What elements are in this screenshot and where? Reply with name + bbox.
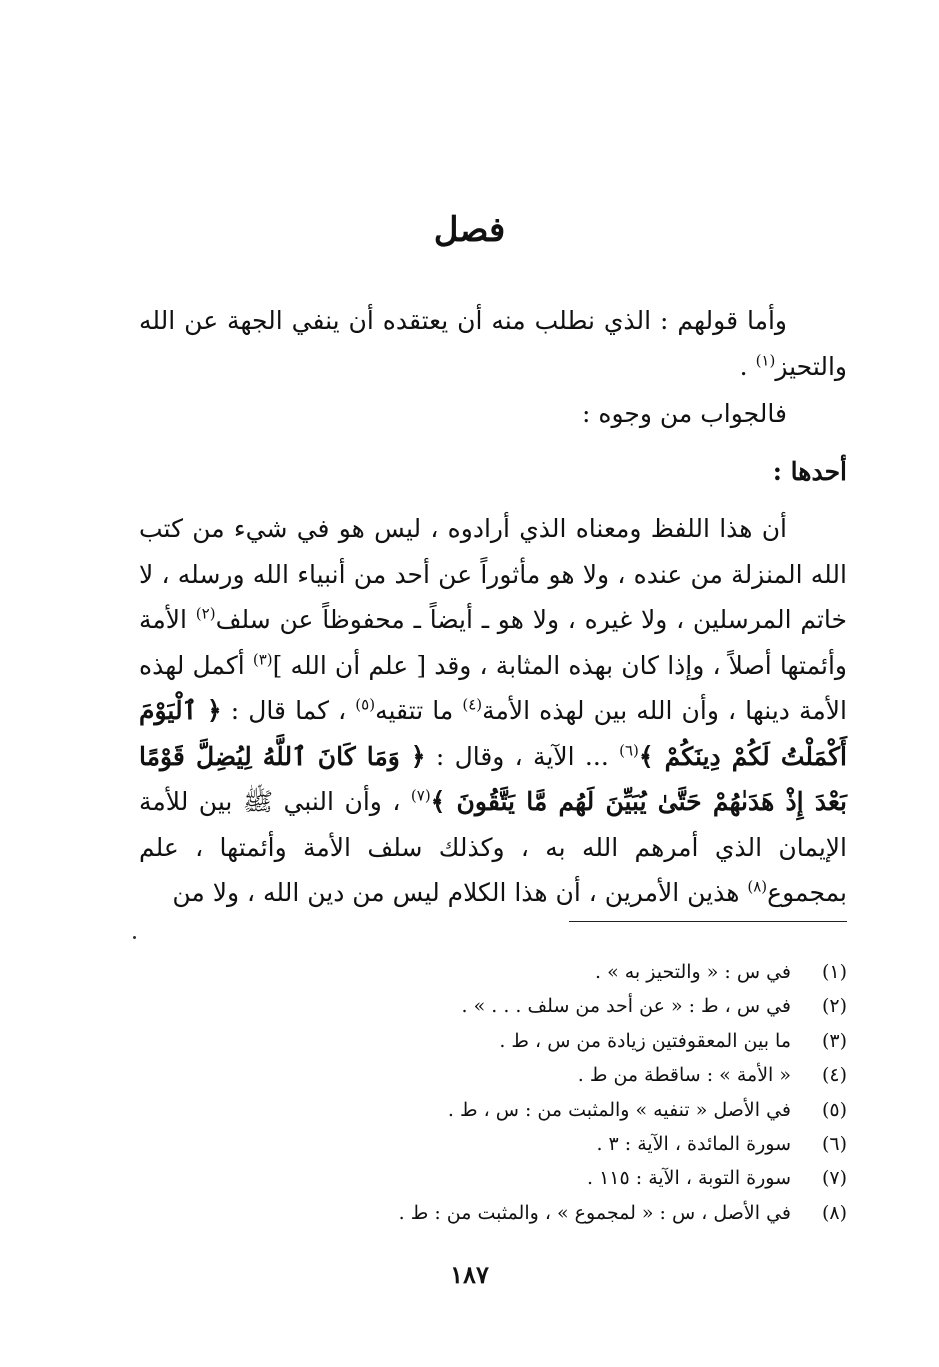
section-heading: فصل	[433, 210, 506, 250]
paragraph-text-2: الأمة وأئمتها أصلاً ، وإذا كان بهذه المثابة ، وقد [ علم أن الله ]	[139, 605, 847, 680]
footnote-ref-8[interactable]: (٨)	[747, 877, 768, 896]
intro-paragraph	[139, 298, 847, 389]
section-label: أحدها :	[772, 456, 847, 486]
footnote-text: في س : « والتحيز به » .	[594, 961, 791, 983]
paragraph-text-5: ، كما قال :	[221, 696, 356, 725]
footnote-text: في س ، ط : « عن أحد من سلف . . . » .	[461, 995, 791, 1018]
paragraph-text-7: ، وأن النبي ﷺ بين للأمة الإيمان الذي أمرهم الله به ، وكذلك سلف الأمة وأئمتها ، علم بمجموع	[139, 787, 847, 907]
paragraph-text-4: ما تتقيه	[375, 696, 463, 725]
footnote-item	[127, 1024, 847, 1058]
footnote-text: سورة التوبة ، الآية : ١١٥ .	[587, 1167, 791, 1190]
page-number: ١٨٧	[450, 1260, 489, 1289]
footnote-number: (١)	[821, 961, 847, 983]
footnote-text: ما بين المعقوفتين زيادة من س ، ط .	[499, 1029, 791, 1052]
answer-line: فالجواب من وجوه :	[582, 399, 787, 428]
argument-paragraph	[139, 506, 847, 916]
footnote-text: في الأصل « تنفيه » والمثبت من : س ، ط .	[447, 1098, 791, 1121]
paragraph-text-8: هذين الأمرين ، أن هذا الكلام ليس من دين الله ، ولا من	[172, 878, 748, 907]
footnote-number: (٢)	[821, 995, 847, 1018]
footnote-item	[127, 1127, 847, 1161]
intro-end: .	[739, 351, 756, 381]
paragraph-text-1: أن هذا اللفظ ومعناه الذي أرادوه ، ليس هو في شيء من كتب الله المنزلة من عنده ، ولا هو مأثوراً عن أحد من أنبياء الله ورسله ، لا خاتم المرسلين ، ولا غيره ، ولا هو ـ أيضاً ـ محفوظاً عن سلف	[139, 514, 847, 634]
footnote-item	[127, 955, 847, 989]
footnote-item	[127, 989, 847, 1023]
footnote-ref-6[interactable]: (٦)	[619, 741, 639, 760]
footnotes-list	[127, 955, 847, 1230]
footnote-ref-7[interactable]: (٧)	[410, 786, 431, 805]
footnote-number: (٨)	[821, 1201, 847, 1224]
footnote-ref-3[interactable]: (٣)	[252, 650, 273, 669]
scan-speck	[133, 936, 136, 939]
footnote-divider	[569, 921, 847, 922]
footnote-text: في الأصل ، س : « لمجموع » ، والمثبت من : ط .	[398, 1201, 791, 1224]
footnote-item	[127, 1093, 847, 1127]
quran-verse-1: ﴿ ٱلْيَوْمَ أَكْمَلْتُ لَكُمْ دِينَكُمْ ﴾	[139, 696, 847, 771]
footnote-text: سورة المائدة ، الآية : ٣ .	[596, 1133, 791, 1156]
footnote-ref-4[interactable]: (٤)	[462, 695, 483, 714]
footnote-number: (٥)	[821, 1098, 847, 1121]
intro-text: وأما قولهم : الذي نطلب منه أن يعتقده أن ينفي الجهة عن الله والتحيز	[139, 306, 847, 381]
footnote-ref-5[interactable]: (٥)	[355, 695, 376, 714]
paragraph-text-3: أكمل لهذه الأمة دينها ، وأن الله بين لهذه الأمة	[139, 650, 848, 725]
footnote-number: (٣)	[821, 1029, 847, 1052]
footnote-ref-1[interactable]: (١)	[755, 351, 776, 370]
footnote-text: « الأمة » : ساقطة من ط .	[577, 1064, 791, 1087]
footnote-number: (٧)	[821, 1167, 847, 1190]
quran-verse-2: ﴿ وَمَا كَانَ ٱللَّهُ لِيُضِلَّ قَوْمًا بَعْدَ إِذْ هَدَىٰهُمْ حَتَّىٰ يُبَيِّنَ لَهُم مَّا يَتَّقُونَ ﴾	[139, 741, 847, 816]
footnote-item	[127, 1058, 847, 1092]
footnote-number: (٤)	[821, 1064, 847, 1087]
footnote-item	[127, 1196, 847, 1230]
footnote-ref-2[interactable]: (٢)	[195, 604, 216, 623]
footnote-number: (٦)	[821, 1133, 847, 1156]
main-text	[139, 298, 847, 916]
paragraph-text-6: ... الآية ، وقال :	[425, 741, 620, 771]
footnote-item	[127, 1161, 847, 1195]
